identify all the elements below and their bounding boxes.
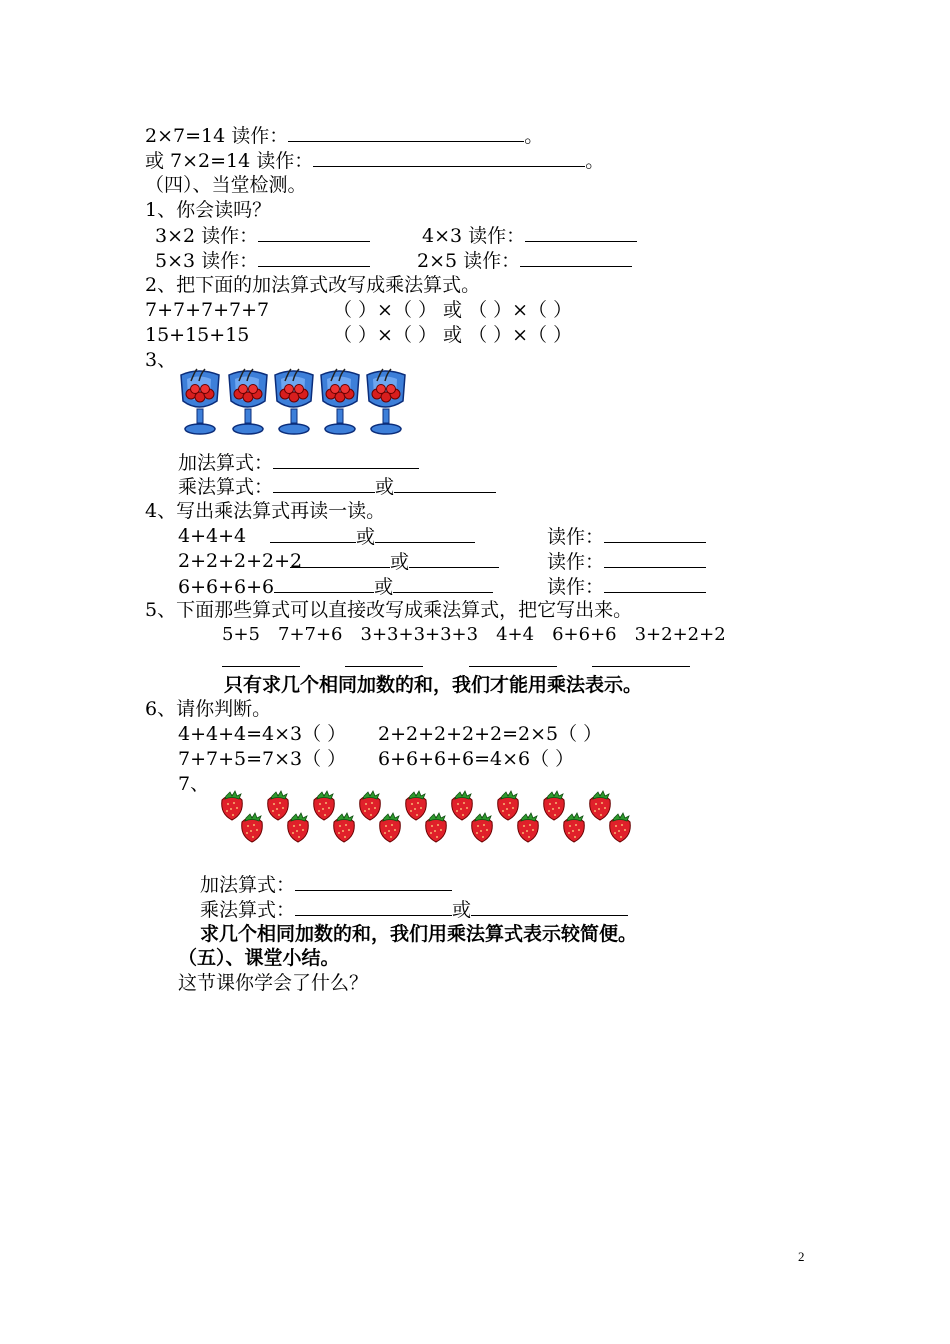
strawberry-icon [452, 791, 493, 842]
line-read-2x7 [145, 123, 543, 148]
read-label: 读作： [547, 551, 605, 573]
question-2: 2、把下面的加法算式改写成乘法算式。 [145, 274, 481, 296]
answer-blank[interactable] [409, 549, 499, 568]
strawberry-icon [222, 791, 263, 842]
question-1: 1、你会读吗？ [145, 199, 272, 221]
answer-blank[interactable] [258, 248, 370, 267]
answer-blank[interactable] [394, 474, 496, 493]
line-read-7x2 [145, 148, 604, 173]
multiplication-slots: （ ）×（ ） 或 （ ）×（ ） [333, 299, 573, 321]
rule-statement-2: 求几个相同加数的和，我们用乘法算式表示较简便。 [200, 923, 638, 945]
strawberries-image [218, 788, 646, 852]
addition-expr: 6+6+6+6 [178, 576, 275, 598]
strawberry-icon [544, 791, 585, 842]
question-4: 4、写出乘法算式再读一读。 [145, 500, 386, 522]
question-3: 3、 [145, 349, 177, 371]
answer-blank[interactable] [592, 648, 690, 667]
answer-blank[interactable] [295, 872, 452, 891]
section-heading-5: （五）、课堂小结。 [178, 947, 340, 969]
answer-blank[interactable] [393, 574, 493, 593]
text: 或 7×2=14 读作： [145, 150, 314, 172]
answer-blank[interactable] [525, 223, 637, 242]
addition-expr: 15+15+15 [145, 324, 250, 346]
answer-blank[interactable] [375, 524, 475, 543]
answer-blank[interactable] [471, 897, 628, 916]
answer-blank[interactable] [345, 648, 423, 667]
answer-blank[interactable] [270, 524, 356, 543]
label: 乘法算式： [200, 899, 296, 921]
or-label: 或 [375, 476, 395, 498]
text: 2×7=14 读作： [145, 125, 289, 147]
text: 5×3 读作： [155, 248, 370, 273]
answer-blank[interactable] [313, 148, 585, 167]
answer-blank[interactable] [273, 450, 419, 469]
answer-blank[interactable] [222, 648, 300, 667]
or-label: 或 [452, 899, 472, 921]
answer-blank[interactable] [604, 524, 706, 543]
section-heading-4: （四）、当堂检测。 [145, 174, 307, 196]
answer-blank[interactable] [295, 897, 452, 916]
strawberry-icon [314, 791, 355, 842]
multiplication-slots: （ ）×（ ） 或 （ ）×（ ） [333, 324, 573, 346]
summary-question: 这节课你学会了什么？ [178, 972, 369, 994]
strawberry-icon [590, 791, 631, 842]
answer-blank[interactable] [288, 123, 524, 142]
answer-blank[interactable] [604, 549, 706, 568]
answer-blank[interactable] [258, 223, 370, 242]
cherry-cups-image [175, 365, 415, 437]
question-5-expressions: 5+5 7+7+6 3+3+3+3+3 4+4 6+6+6 3+2+2+2 [222, 624, 726, 645]
question-3-addition [178, 450, 419, 475]
judgment-item: 6+6+6+6=4×6（ ） [378, 748, 575, 770]
cherry-cup-icon [181, 369, 219, 434]
answer-blank[interactable] [273, 474, 375, 493]
cherry-cup-icon [275, 369, 313, 434]
judgment-item: 7+7+5=7×3（ ） [178, 748, 347, 770]
text: 。 [585, 150, 605, 172]
label: 乘法算式： [178, 476, 274, 498]
judgment-item: 2+2+2+2+2=2×5（ ） [378, 723, 603, 745]
read-label: 读作： [547, 526, 605, 548]
judgment-item: 4+4+4=4×3（ ） [178, 723, 347, 745]
label: 加法算式： [178, 452, 274, 474]
question-5: 5、下面那些算式可以直接改写成乘法算式，把它写出来。 [145, 599, 633, 621]
cherry-cup-icon [229, 369, 267, 434]
text: 。 [524, 125, 544, 147]
text: 3×2 读作： [155, 223, 370, 248]
question-7: 7、 [178, 773, 210, 795]
page-number: 2 [798, 1249, 805, 1264]
read-label: 读作： [547, 576, 605, 598]
cherry-cup-icon [321, 369, 359, 434]
rule-statement-1: 只有求几个相同加数的和，我们才能用乘法表示。 [224, 674, 643, 696]
or-label: 或 [374, 576, 394, 598]
answer-blank[interactable] [290, 549, 390, 568]
or-label: 或 [390, 551, 410, 573]
question-7-multiplication [200, 897, 628, 922]
text: 4×3 读作： [422, 223, 637, 248]
addition-expr: 2+2+2+2+2 [178, 550, 303, 572]
label: 加法算式： [200, 874, 296, 896]
strawberry-icon [360, 791, 401, 842]
answer-blank[interactable] [604, 574, 706, 593]
cherry-cup-icon [367, 369, 405, 434]
answer-blank[interactable] [274, 574, 374, 593]
or-label: 或 [356, 526, 376, 548]
strawberry-icon [498, 791, 539, 842]
question-7-addition [200, 872, 452, 897]
answer-blank[interactable] [469, 648, 557, 667]
question-3-multiplication [178, 474, 496, 499]
strawberry-icon [406, 791, 447, 842]
answer-blank[interactable] [520, 248, 632, 267]
text: 2×5 读作： [417, 248, 632, 273]
strawberry-icon [268, 791, 309, 842]
question-6: 6、请你判断。 [145, 698, 272, 720]
addition-expr: 4+4+4 [178, 525, 247, 547]
addition-expr: 7+7+7+7+7 [145, 299, 270, 321]
